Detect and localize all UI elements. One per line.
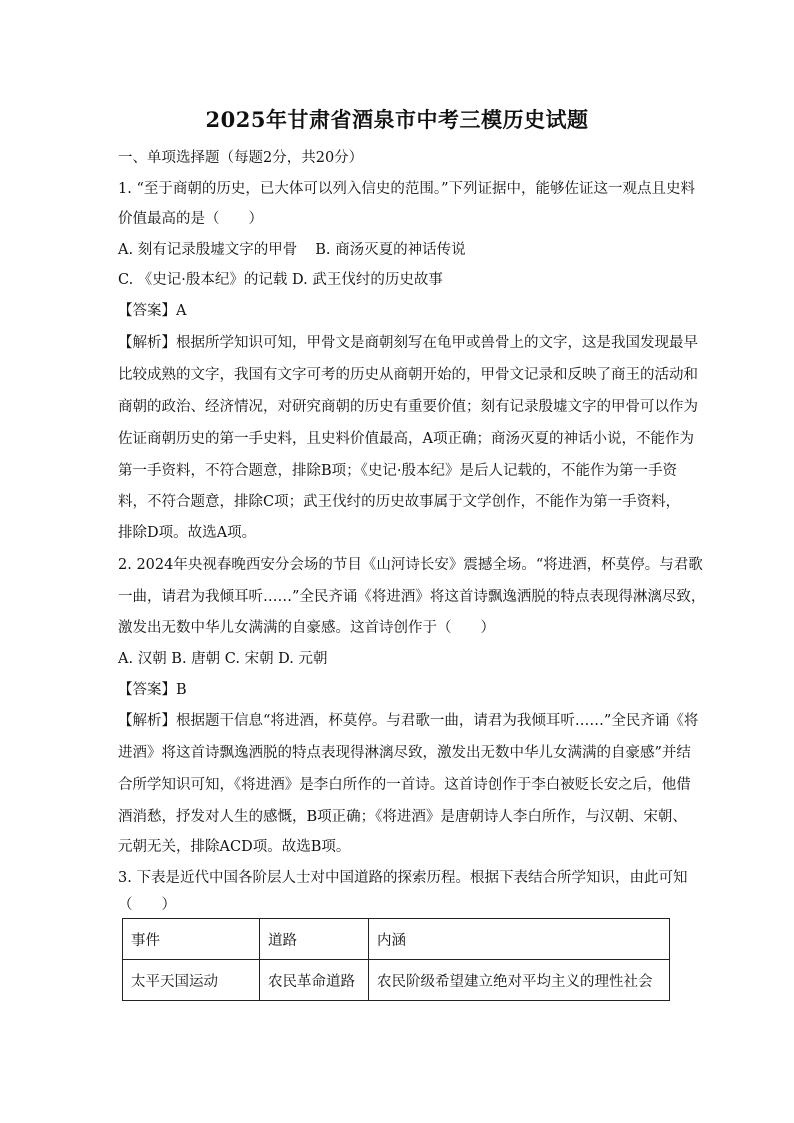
q2-stem-line-2: 一曲，请君为我倾耳听……”全民齐诵《将进酒》将这首诗飘逸洒脱的特点表现得淋漓尽致，: [118, 589, 706, 605]
q2-answer: 【答案】B: [118, 682, 187, 698]
table-row: [123, 960, 670, 1001]
section-heading: 一、单项选择题（每题2分，共20分）: [118, 150, 364, 166]
q1-answer: 【答案】A: [118, 303, 187, 319]
q3-stem-line-2: （ ）: [118, 897, 176, 913]
q1-option-b: B. 商汤灭夏的神话传说: [315, 242, 466, 258]
q1-stem-line-2: 价值最高的是（ ）: [118, 211, 263, 227]
q1-analysis-line-7: 排除D项。故选A项。: [118, 525, 257, 541]
q2-stem-line-1: 2. 2024年央视春晚西安分会场的节目《山河诗长安》震撼全场。“将进酒，杯莫停。与君歌: [118, 557, 703, 573]
q2-analysis-line-5: 元朝无关，排除ACD项。故选B项。: [118, 839, 351, 855]
q1-analysis-line-3: 商朝的政治、经济情况，对研究商朝的历史有重要价值；刻有记录殷墟文字的甲骨可以作为: [118, 399, 698, 415]
q1-options-cd: C. 《史记·殷本纪》的记载 D. 武王伐纣的历史故事: [118, 272, 443, 288]
q2-analysis-line-4: 酒消愁，抒发对人生的感慨，B项正确；《将进酒》是唐朝诗人李白所作，与汉朝、宋朝、: [118, 809, 687, 825]
table-header-cell: 道路: [260, 919, 369, 960]
q1-analysis-line-5: 第一手资料，不符合题意，排除B项；《史记·殷本纪》是后人记载的，不能作为第一手资: [118, 463, 678, 479]
table-header-cell: 内涵: [369, 919, 670, 960]
document-title: 2025年甘肃省酒泉市中考三模历史试题: [205, 107, 589, 132]
table-header-cell: 事件: [123, 919, 260, 960]
table-cell: 太平天国运动: [123, 960, 260, 1001]
q1-option-a: A. 刻有记录殷墟文字的甲骨: [118, 242, 298, 258]
q2-analysis-line-3: 合所学知识可知，《将进酒》是李白所作的一首诗。这首诗创作于李白被贬长安之后，他借: [118, 777, 691, 793]
q2-analysis-line-2: 进酒》将这首诗飘逸洒脱的特点表现得淋漓尽致，激发出无数中华儿女满满的自豪感”并结: [118, 745, 691, 761]
q2-stem-line-3: 激发出无数中华儿女满满的自豪感。这首诗创作于（ ）: [118, 620, 495, 636]
q1-analysis-line-6: 料，不符合题意，排除C项；武王伐纣的历史故事属于文学创作，不能作为第一手资料，: [118, 494, 681, 510]
q3-table: [122, 918, 670, 1001]
q1-analysis-line-1: 【解析】根据所学知识可知，甲骨文是商朝刻写在龟甲或兽骨上的文字，这是我国发现最早: [118, 335, 698, 351]
q2-analysis-line-1: 【解析】根据题干信息“将进酒，杯莫停。与君歌一曲，请君为我倾耳听……”全民齐诵《将: [118, 713, 699, 729]
q3-stem-line-1: 3. 下表是近代中国各阶层人士对中国道路的探索历程。根据下表结合所学知识，由此可知: [118, 870, 688, 886]
q1-analysis-line-4: 佐证商朝历史的第一手史料，且史料价值最高，A项正确；商汤灭夏的神话小说，不能作为: [118, 431, 694, 447]
q1-options-ab: [118, 238, 466, 259]
table-cell: 农民革命道路: [260, 960, 369, 1001]
table-cell: 农民阶级希望建立绝对平均主义的理性社会: [369, 960, 670, 1001]
table-header-row: [123, 919, 670, 960]
q1-analysis-line-2: 比较成熟的文字，我国有文字可考的历史从商朝开始的，甲骨文记录和反映了商王的活动和: [118, 367, 698, 383]
q1-stem-line-1: 1. “至于商朝的历史，已大体可以列入信史的范围。”下列证据中，能够佐证这一观点且史料: [118, 181, 696, 197]
q2-options: A. 汉朝 B. 唐朝 C. 宋朝 D. 元朝: [118, 651, 328, 667]
